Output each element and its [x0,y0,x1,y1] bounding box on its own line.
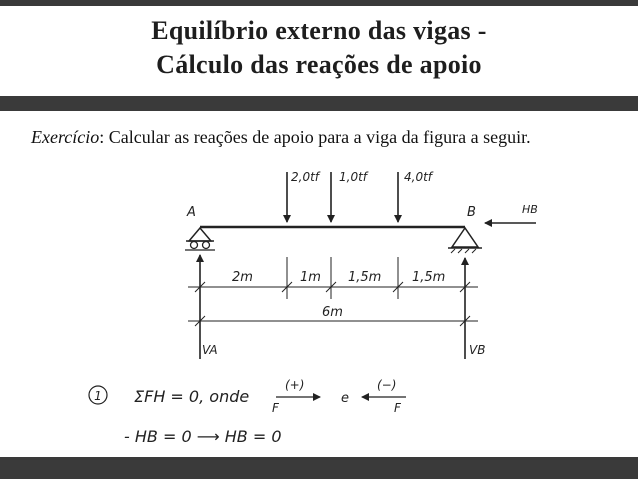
exercise-label: Exercício [31,127,100,147]
dimension-3-label: 1,5m [348,270,382,285]
load-3-label: 4,0tf [404,170,433,184]
title-divider [0,96,638,111]
conjunction-label: e [341,391,349,406]
exercise-text: : Calcular as reações de apoio para a viga da figura a seguir. [99,127,531,147]
slide-title [0,14,638,82]
roller-support-a [185,228,215,250]
top-bar [0,0,638,6]
sign-negative-label: (−) [377,378,397,392]
force-symbol-positive: F [272,401,279,415]
reaction-va-label: VA [202,343,218,357]
dimension-2-label: 1m [300,270,321,285]
force-symbol-negative: F [394,401,401,415]
beam-figure [88,159,558,456]
load-1-label: 2,0tf [291,170,320,184]
bottom-bar [0,457,638,479]
sign-positive-label: (+) [285,378,305,392]
equilibrium-equation: ΣFH = 0, onde [134,387,250,406]
dimension-total-label: 6m [322,305,343,320]
reaction-hb-label: HB [522,203,538,216]
exercise-statement [31,124,631,150]
load-2-label: 1,0tf [339,170,368,184]
title-line-2: Cálculo das reações de apoio [156,50,482,79]
pin-support-b [448,228,482,253]
support-b-label: B [467,205,476,220]
step-number: 1 [94,389,102,403]
result-equation: - HB = 0 ⟶ HB = 0 [124,427,282,446]
reaction-vb-label: VB [469,343,486,357]
title-line-1: Equilíbrio externo das vigas - [151,16,487,45]
dimension-4-label: 1,5m [412,270,446,285]
dimension-1-label: 2m [232,270,253,285]
support-a-label: A [187,205,196,220]
